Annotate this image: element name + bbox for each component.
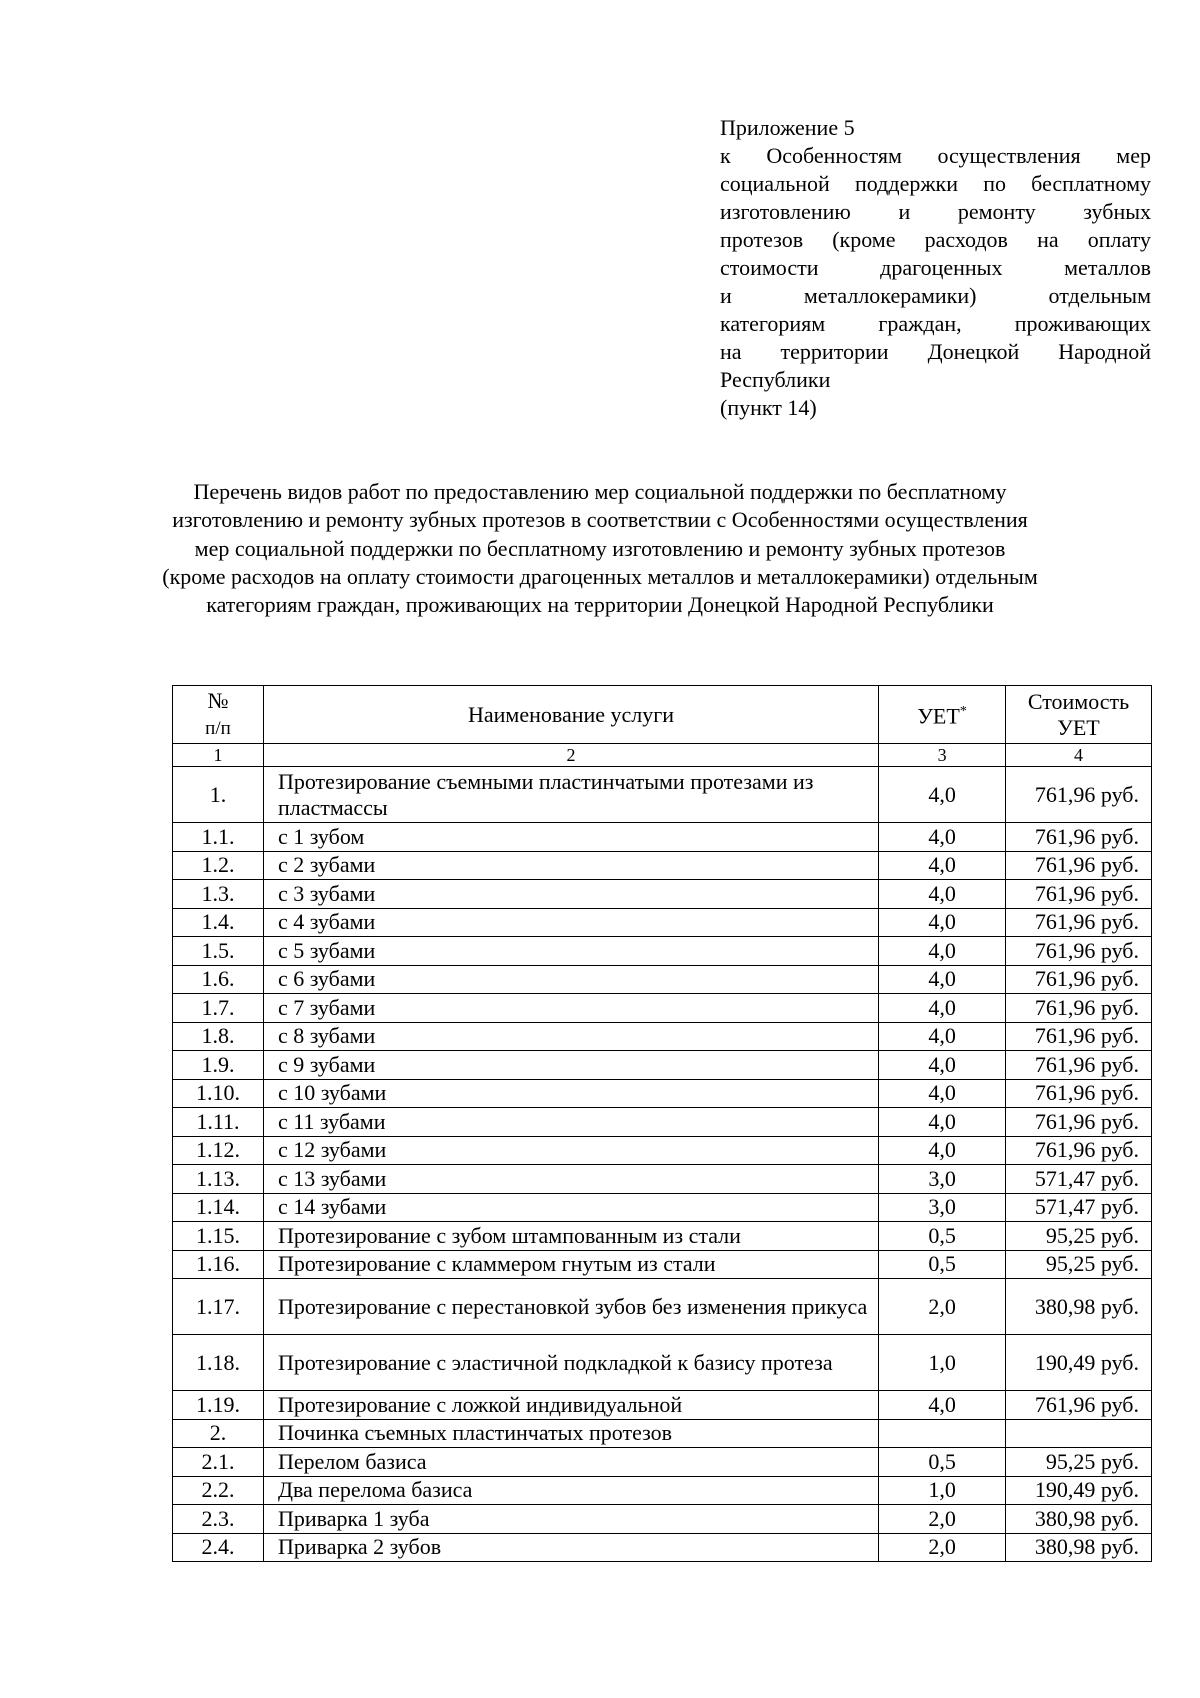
row-price: 95,25 руб. [1006, 1250, 1152, 1279]
table-row [173, 1391, 1152, 1420]
table-row [173, 1335, 1152, 1391]
row-number: 1.11. [173, 1108, 264, 1137]
row-uet: 3,0 [879, 1165, 1006, 1194]
row-price [1006, 1419, 1152, 1448]
row-price: 95,25 руб. [1006, 1222, 1152, 1251]
title-line: мер социальной поддержки по бесплатному изготовлению и ремонту зубных протезов [194, 535, 1006, 561]
document-title [150, 478, 1050, 619]
header-number-pp: п/п [205, 717, 231, 739]
row-uet: 1,0 [879, 1476, 1006, 1505]
row-number: 1.16. [173, 1250, 264, 1279]
header-uet [879, 686, 1006, 744]
row-uet: 2,0 [879, 1279, 1006, 1335]
row-number: 1.14. [173, 1193, 264, 1222]
table-row [173, 1051, 1152, 1080]
row-uet: 4,0 [879, 1136, 1006, 1165]
table-header-row [173, 686, 1152, 744]
row-number: 1.9. [173, 1051, 264, 1080]
column-number: 4 [1006, 744, 1152, 767]
header-cost-line1: Стоимость [1027, 688, 1130, 714]
row-uet: 1,0 [879, 1335, 1006, 1391]
annex-header [720, 114, 1151, 422]
header-cost-line2: УЕТ [1057, 714, 1100, 740]
row-number: 1.4. [173, 908, 264, 937]
row-service-name: Два перелома базиса [263, 1476, 878, 1505]
row-uet: 4,0 [879, 851, 1006, 880]
row-price: 761,96 руб. [1006, 994, 1152, 1023]
row-service-name: Перелом базиса [263, 1448, 878, 1477]
row-service-name: с 12 зубами [263, 1136, 878, 1165]
row-uet: 4,0 [879, 1051, 1006, 1080]
annex-line: на территории Донецкой Народной [720, 339, 1151, 364]
row-service-name: Приварка 2 зубов [263, 1533, 878, 1562]
table-row [173, 965, 1152, 994]
row-number: 1.10. [173, 1079, 264, 1108]
annex-line: социальной поддержки по бесплатному [720, 171, 1151, 196]
row-service-name: с 6 зубами [263, 965, 878, 994]
annex-line: протезов (кроме расходов на оплату [720, 227, 1151, 252]
table-row [173, 1419, 1152, 1448]
row-number: 2.1. [173, 1448, 264, 1477]
row-uet: 3,0 [879, 1193, 1006, 1222]
table-row [173, 1533, 1152, 1562]
table-row [173, 1022, 1152, 1051]
row-service-name: с 8 зубами [263, 1022, 878, 1051]
row-number: 1.17. [173, 1279, 264, 1335]
row-uet: 2,0 [879, 1533, 1006, 1562]
row-number: 2.4. [173, 1533, 264, 1562]
row-uet: 0,5 [879, 1448, 1006, 1477]
row-uet: 2,0 [879, 1505, 1006, 1534]
row-uet: 4,0 [879, 1022, 1006, 1051]
row-service-name: с 11 зубами [263, 1108, 878, 1137]
row-number: 1.2. [173, 851, 264, 880]
row-service-name: с 1 зубом [263, 823, 878, 852]
row-price: 190,49 руб. [1006, 1476, 1152, 1505]
row-service-name: Протезирование с зубом штампованным из стали [263, 1222, 878, 1251]
row-uet [879, 1419, 1006, 1448]
table-row [173, 1165, 1152, 1194]
row-price: 761,96 руб. [1006, 823, 1152, 852]
row-uet: 4,0 [879, 965, 1006, 994]
row-number: 1.8. [173, 1022, 264, 1051]
annex-line: изготовлению и ремонту зубных [720, 199, 1151, 224]
table-row [173, 851, 1152, 880]
row-service-name: Протезирование съемными пластинчатыми протезами из пластмассы [263, 767, 878, 823]
row-number: 1.13. [173, 1165, 264, 1194]
row-uet: 4,0 [879, 1079, 1006, 1108]
title-line: Перечень видов работ по предоставлению мер социальной поддержки по бесплатному [193, 479, 1007, 504]
row-price: 761,96 руб. [1006, 1079, 1152, 1108]
row-number: 1.15. [173, 1222, 264, 1251]
header-uet-label: УЕТ [917, 703, 960, 729]
row-price: 761,96 руб. [1006, 851, 1152, 880]
row-price: 761,96 руб. [1006, 965, 1152, 994]
annex-line: Республики [720, 367, 831, 392]
row-number: 1.18. [173, 1335, 264, 1391]
row-service-name: с 9 зубами [263, 1051, 878, 1080]
table-row [173, 767, 1152, 823]
row-number: 1.7. [173, 994, 264, 1023]
title-line: категориям граждан, проживающих на территории Донецкой Народной Республики [206, 592, 994, 618]
row-service-name: Приварка 1 зуба [263, 1505, 878, 1534]
row-service-name: с 4 зубами [263, 908, 878, 937]
row-price: 761,96 руб. [1006, 880, 1152, 909]
row-uet: 4,0 [879, 994, 1006, 1023]
row-uet: 4,0 [879, 1108, 1006, 1137]
column-number: 1 [173, 744, 264, 767]
table-row [173, 880, 1152, 909]
row-number: 1.5. [173, 937, 264, 966]
annex-line: и металлокерамики) отдельным [720, 283, 1151, 308]
row-service-name: Протезирование с кламмером гнутым из стали [263, 1250, 878, 1279]
table-row [173, 908, 1152, 937]
row-service-name: Протезирование с перестановкой зубов без изменения прикуса [263, 1279, 878, 1335]
row-price: 761,96 руб. [1006, 767, 1152, 823]
row-price: 761,96 руб. [1006, 1022, 1152, 1051]
row-service-name: Протезирование с эластичной подкладкой к базису протеза [263, 1335, 878, 1391]
row-number: 2.3. [173, 1505, 264, 1534]
annex-point: (пункт 14) [720, 395, 817, 420]
table-row [173, 1279, 1152, 1335]
row-price: 95,25 руб. [1006, 1448, 1152, 1477]
header-number [173, 686, 264, 744]
row-price: 380,98 руб. [1006, 1505, 1152, 1534]
row-price: 761,96 руб. [1006, 1051, 1152, 1080]
row-number: 1. [173, 767, 264, 823]
row-price: 761,96 руб. [1006, 937, 1152, 966]
row-price: 380,98 руб. [1006, 1279, 1152, 1335]
annex-line: категориям граждан, проживающих [720, 311, 1151, 336]
row-number: 1.3. [173, 880, 264, 909]
row-service-name: с 13 зубами [263, 1165, 878, 1194]
table-row [173, 1476, 1152, 1505]
header-uet-footnote-mark: * [959, 704, 967, 720]
row-service-name: с 7 зубами [263, 994, 878, 1023]
row-service-name: с 5 зубами [263, 937, 878, 966]
table-row [173, 1193, 1152, 1222]
header-number-sign: № [207, 687, 229, 713]
row-price: 761,96 руб. [1006, 1136, 1152, 1165]
row-service-name: с 10 зубами [263, 1079, 878, 1108]
table-row [173, 1136, 1152, 1165]
column-number: 3 [879, 744, 1006, 767]
table-row [173, 1505, 1152, 1534]
row-service-name: Починка съемных пластинчатых протезов [263, 1419, 878, 1448]
header-cost [1006, 686, 1152, 744]
annex-line: стоимости драгоценных металлов [720, 255, 1151, 280]
table-row [173, 1448, 1152, 1477]
table-row [173, 1250, 1152, 1279]
services-table [172, 685, 1152, 1562]
row-price: 190,49 руб. [1006, 1335, 1152, 1391]
annex-heading: Приложение 5 [720, 115, 855, 140]
row-uet: 4,0 [879, 767, 1006, 823]
table-row [173, 1079, 1152, 1108]
row-uet: 0,5 [879, 1222, 1006, 1251]
row-number: 1.19. [173, 1391, 264, 1420]
title-line: изготовлению и ремонту зубных протезов в соответствии с Особенностями осуществления [172, 507, 1028, 533]
row-price: 380,98 руб. [1006, 1533, 1152, 1562]
row-price: 761,96 руб. [1006, 1391, 1152, 1420]
row-uet: 4,0 [879, 880, 1006, 909]
column-number-row [173, 744, 1152, 767]
title-line: (кроме расходов на оплату стоимости драгоценных металлов и металлокерамики) отдельным [162, 563, 1038, 589]
row-uet: 4,0 [879, 1391, 1006, 1420]
row-uet: 0,5 [879, 1250, 1006, 1279]
row-number: 1.6. [173, 965, 264, 994]
table-row [173, 1108, 1152, 1137]
row-uet: 4,0 [879, 908, 1006, 937]
row-number: 1.12. [173, 1136, 264, 1165]
row-price: 761,96 руб. [1006, 1108, 1152, 1137]
row-price: 571,47 руб. [1006, 1165, 1152, 1194]
row-number: 1.1. [173, 823, 264, 852]
table-row [173, 823, 1152, 852]
row-price: 761,96 руб. [1006, 908, 1152, 937]
table-row [173, 994, 1152, 1023]
row-service-name: Протезирование с ложкой индивидуальной [263, 1391, 878, 1420]
row-service-name: с 3 зубами [263, 880, 878, 909]
table-row [173, 1222, 1152, 1251]
row-service-name: с 2 зубами [263, 851, 878, 880]
row-uet: 4,0 [879, 937, 1006, 966]
row-number: 2.2. [173, 1476, 264, 1505]
header-name: Наименование услуги [263, 686, 878, 744]
row-service-name: с 14 зубами [263, 1193, 878, 1222]
row-price: 571,47 руб. [1006, 1193, 1152, 1222]
table-row [173, 937, 1152, 966]
column-number: 2 [263, 744, 878, 767]
row-number: 2. [173, 1419, 264, 1448]
row-uet: 4,0 [879, 823, 1006, 852]
annex-line: к Особенностям осуществления мер [720, 143, 1151, 168]
